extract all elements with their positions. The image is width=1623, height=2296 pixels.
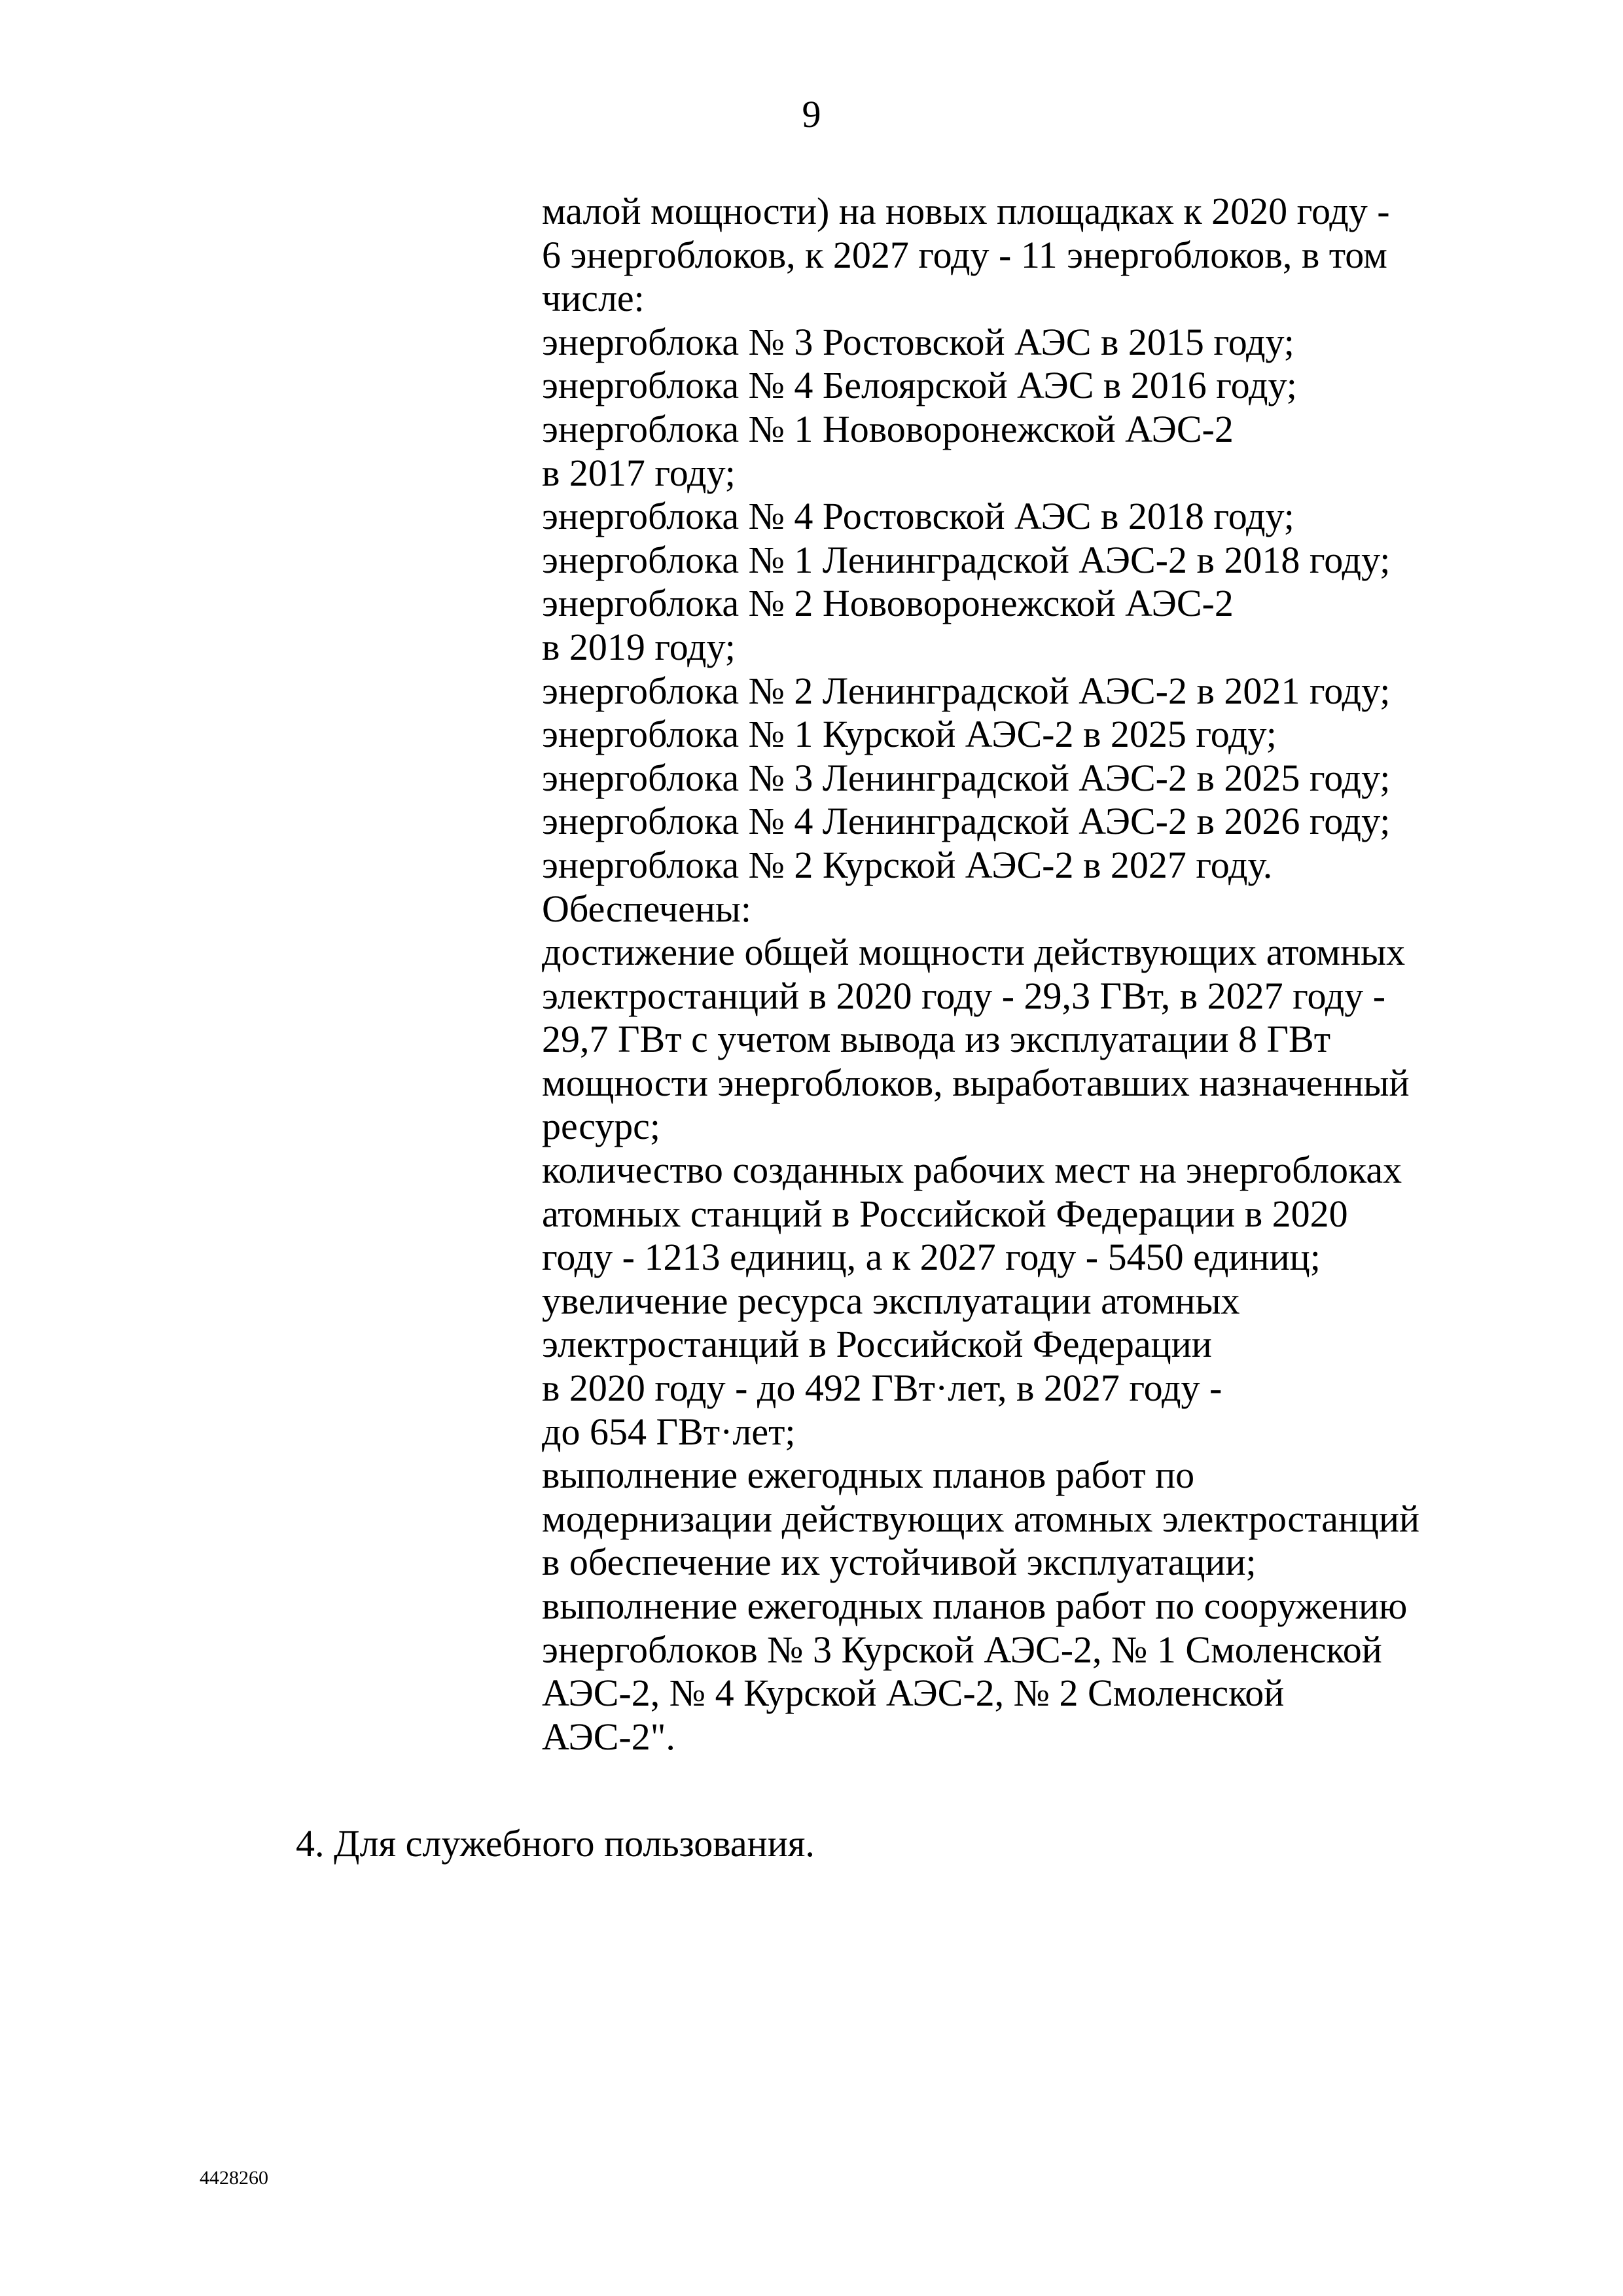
text-line: энергоблоков № 3 Курской АЭС-2, № 1 Смоленской <box>542 1628 1382 1671</box>
text-line: энергоблока № 1 Ленинградской АЭС-2 в 2018 году; <box>542 538 1391 581</box>
text-line: в обеспечение их устойчивой эксплуатации; <box>542 1541 1257 1584</box>
text-line: энергоблока № 4 Ростовской АЭС в 2018 году; <box>542 495 1294 538</box>
text-line: в 2017 году; <box>542 451 736 494</box>
text-line: выполнение ежегодных планов работ по <box>542 1454 1195 1497</box>
text-line: энергоблока № 2 Нововоронежской АЭС-2 <box>542 582 1234 625</box>
text-line: 6 энергоблоков, к 2027 году - 11 энергоблоков, в том <box>542 233 1387 276</box>
text-line: малой мощности) на новых площадках к 2020 году - <box>542 190 1390 232</box>
document-id: 4428260 <box>200 2167 268 2189</box>
text-line: модернизации действующих атомных электростанций <box>542 1497 1420 1540</box>
text-line: энергоблока № 1 Нововоронежской АЭС-2 <box>542 407 1234 450</box>
text-line: энергоблока № 3 Ленинградской АЭС-2 в 2025 году; <box>542 756 1391 799</box>
text-line: энергоблока № 4 Белоярской АЭС в 2016 году; <box>542 364 1297 407</box>
text-line: энергоблока № 3 Ростовской АЭС в 2015 году; <box>542 320 1294 363</box>
text-line: числе: <box>542 277 645 320</box>
text-line: электростанций в Российской Федерации <box>542 1323 1212 1366</box>
text-line: увеличение ресурса эксплуатации атомных <box>542 1279 1240 1322</box>
text-line: году - 1213 единиц, а к 2027 году - 5450 единиц; <box>542 1236 1321 1279</box>
text-line: энергоблока № 2 Курской АЭС-2 в 2027 году. <box>542 843 1273 886</box>
text-line: энергоблока № 2 Ленинградской АЭС-2 в 2021 году; <box>542 669 1391 712</box>
page-number: 9 <box>802 93 821 135</box>
text-line: электростанций в 2020 году - 29,3 ГВт, в 2027 году - <box>542 974 1386 1017</box>
text-line: ресурс; <box>542 1105 661 1148</box>
document-body <box>542 190 1458 1759</box>
text-line: до 654 ГВт·лет; <box>542 1410 796 1453</box>
text-line: достижение общей мощности действующих атомных <box>542 931 1406 974</box>
text-line: АЭС-2, № 4 Курской АЭС-2, № 2 Смоленской <box>542 1672 1285 1715</box>
text-line: АЭС-2". <box>542 1715 675 1758</box>
text-line: Обеспечены: <box>542 887 751 930</box>
text-line: 29,7 ГВт с учетом вывода из эксплуатации 8 ГВт <box>542 1018 1331 1061</box>
text-line: энергоблока № 4 Ленинградской АЭС-2 в 2026 году; <box>542 800 1391 843</box>
text-line: в 2020 году - до 492 ГВт·лет, в 2027 году - <box>542 1367 1222 1410</box>
section-4-text: 4. Для служебного пользования. <box>296 1822 815 1865</box>
text-line: энергоблока № 1 Курской АЭС-2 в 2025 году; <box>542 713 1277 756</box>
text-line: выполнение ежегодных планов работ по сооружению <box>542 1585 1408 1627</box>
text-line: мощности энергоблоков, выработавших назначенный <box>542 1061 1410 1104</box>
text-line: в 2019 году; <box>542 625 736 668</box>
text-line: количество созданных рабочих мест на энергоблоках <box>542 1149 1402 1192</box>
text-line: атомных станций в Российской Федерации в 2020 <box>542 1192 1348 1235</box>
